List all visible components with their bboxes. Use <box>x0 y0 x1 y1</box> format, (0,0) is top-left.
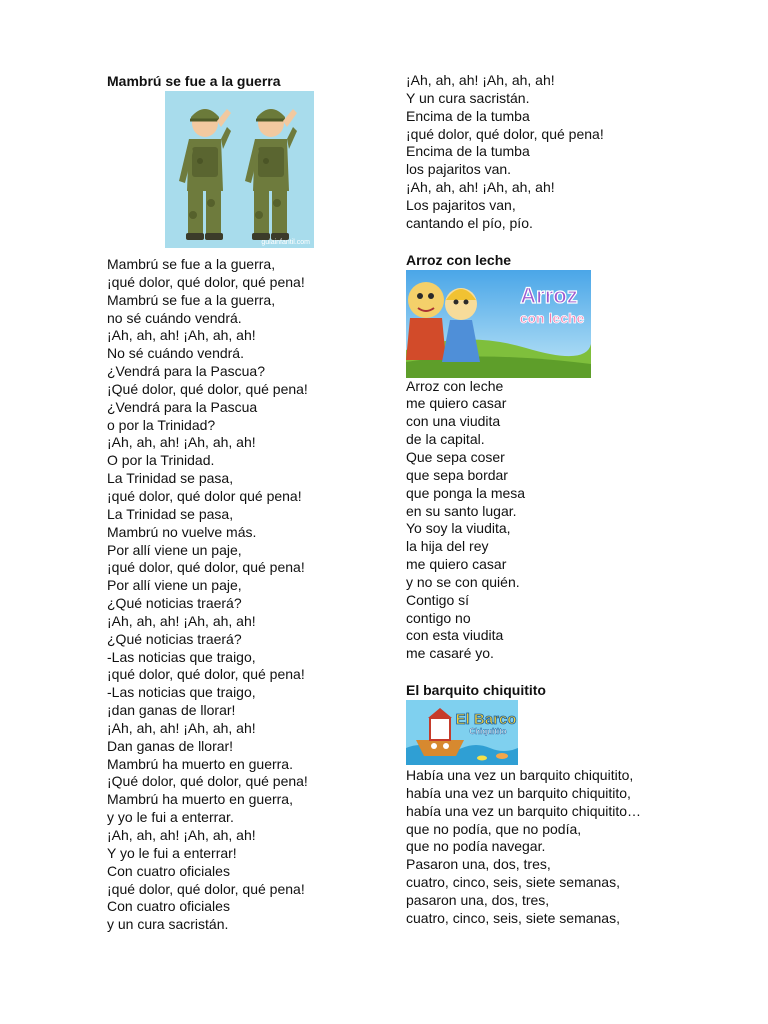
barco-image-text-2: Chiquitito <box>469 727 507 737</box>
lyric-line: Por allí viene un paje, <box>107 577 242 594</box>
lyric-line: Mambrú se fue a la guerra, <box>107 291 276 308</box>
lyric-line: ¿Qué noticias traerá? <box>107 595 242 612</box>
lyric-line: ¡dan ganas de llorar! <box>107 702 236 719</box>
arroz-con-leche-illustration <box>406 270 591 378</box>
arroz-drawing <box>406 270 591 378</box>
lyric-line: Con cuatro oficiales <box>107 862 230 879</box>
song-title-barquito: El barquito chiquitito <box>406 682 546 699</box>
lyric-line: ¡Ah, ah, ah! ¡Ah, ah, ah! <box>107 719 256 736</box>
lyric-line: ¡qué dolor, qué dolor, qué pena! <box>107 273 305 290</box>
lyric-line: No sé cuándo vendrá. <box>107 345 244 362</box>
lyric-line: Mambrú se fue a la guerra, <box>107 256 276 272</box>
lyric-line: ¡Ah, ah, ah! ¡Ah, ah, ah! <box>406 72 555 88</box>
lyric-line: que no podía, que no podía, <box>406 820 582 837</box>
barquito-lyrics <box>406 767 706 928</box>
lyric-line: ¡qué dolor, qué dolor, qué pena! <box>406 125 604 142</box>
arroz-lyrics <box>406 378 706 664</box>
lyric-line: ¡Ah, ah, ah! ¡Ah, ah, ah! <box>107 327 256 344</box>
lyric-line: no sé cuándo vendrá. <box>107 309 242 326</box>
lyric-line: La Trinidad se pasa, <box>107 505 234 522</box>
lyric-line: había una vez un barquito chiquitito… <box>406 802 642 819</box>
lyric-line: Mambrú no vuelve más. <box>107 523 257 540</box>
lyric-line: ¿Vendrá para la Pascua <box>107 398 258 415</box>
lyric-line: en su santo lugar. <box>406 502 517 519</box>
lyric-line: Y yo le fui a enterrar! <box>107 844 237 861</box>
lyric-line: ¡Qué dolor, qué dolor, qué pena! <box>107 380 308 397</box>
lyric-line: La Trinidad se pasa, <box>107 470 234 487</box>
right-column <box>406 72 706 928</box>
lyric-line: con esta viudita <box>406 627 504 644</box>
lyric-line: cuatro, cinco, seis, siete semanas, <box>406 874 620 891</box>
lyric-line: me quiero casar <box>406 556 507 573</box>
lyric-line: y yo le fui a enterrar. <box>107 809 234 826</box>
lyric-line: Mambrú ha muerto en guerra, <box>107 791 293 808</box>
lyric-line: Dan ganas de llorar! <box>107 737 234 754</box>
song-title-arroz: Arroz con leche <box>406 251 512 268</box>
song-title-mambru: Mambrú se fue a la guerra <box>107 73 281 89</box>
lyric-line: ¡Ah, ah, ah! ¡Ah, ah, ah! <box>406 179 555 196</box>
lyric-line: me quiero casar <box>406 395 507 412</box>
lyric-line: Encima de la tumba <box>406 143 530 160</box>
arroz-image-text-1: Arroz <box>520 282 578 308</box>
lyric-line: con una viudita <box>406 413 501 430</box>
lyric-line: Había una vez un barquito chiquitito, <box>406 767 634 784</box>
lyric-line: -Las noticias que traigo, <box>107 648 256 665</box>
lyric-line: contigo no <box>406 609 471 626</box>
lyric-line: ¡Qué dolor, qué dolor, qué pena! <box>107 773 308 790</box>
lyric-line: que sepa bordar <box>406 466 508 483</box>
mambru-lyrics <box>107 256 377 934</box>
lyric-line: cuatro, cinco, seis, siete semanas, <box>406 909 620 926</box>
barco-drawing <box>406 700 518 765</box>
lyric-line: Arroz con leche <box>406 377 504 394</box>
lyric-line: ¡qué dolor, qué dolor qué pena! <box>107 487 302 504</box>
lyric-line: los pajaritos van. <box>406 161 512 178</box>
lyric-line: O por la Trinidad. <box>107 452 215 469</box>
image-credit: guiainfantil.com <box>261 239 310 246</box>
lyric-line: de la capital. <box>406 431 485 448</box>
lyric-line: ¡Ah, ah, ah! ¡Ah, ah, ah! <box>107 827 256 843</box>
lyric-line: ¡Ah, ah, ah! ¡Ah, ah, ah! <box>107 612 256 629</box>
soldiers-drawing <box>165 91 314 248</box>
lyric-line: ¿Vendrá para la Pascua? <box>107 363 265 380</box>
soldiers-illustration <box>165 91 314 248</box>
lyric-line: ¡qué dolor, qué dolor, qué pena! <box>107 666 305 683</box>
lyric-line: Contigo sí <box>406 591 470 608</box>
left-column <box>107 72 377 934</box>
lyric-line: Con cuatro oficiales <box>107 898 230 915</box>
lyric-line: ¿Qué noticias traerá? <box>107 630 242 647</box>
lyric-line: que no podía navegar. <box>406 838 546 855</box>
lyric-line: Que sepa coser <box>406 448 505 465</box>
lyric-line: Por allí viene un paje, <box>107 541 242 558</box>
lyric-line: o por la Trinidad? <box>107 416 216 433</box>
lyric-line: ¡qué dolor, qué dolor, qué pena! <box>107 559 305 576</box>
barquito-illustration <box>406 700 518 765</box>
lyric-line: y un cura sacristán. <box>107 916 229 933</box>
lyric-line: cantando el pío, pío. <box>406 214 533 231</box>
lyric-line: que ponga la mesa <box>406 484 526 501</box>
mambru-lyrics-continued <box>406 72 706 233</box>
lyric-line: la hija del rey <box>406 538 489 555</box>
lyric-line: Yo soy la viudita, <box>406 520 511 537</box>
lyric-line: y no se con quién. <box>406 573 520 590</box>
lyric-line: Encima de la tumba <box>406 107 530 124</box>
lyric-line: pasaron una, dos, tres, <box>406 892 550 908</box>
lyric-line: había una vez un barquito chiquitito, <box>406 784 631 801</box>
lyric-line: ¡qué dolor, qué dolor, qué pena! <box>107 880 305 897</box>
lyric-line: Los pajaritos van, <box>406 196 516 213</box>
lyric-line: Y un cura sacristán. <box>406 89 530 106</box>
lyric-line: ¡Ah, ah, ah! ¡Ah, ah, ah! <box>107 434 256 451</box>
lyric-line: Pasaron una, dos, tres, <box>406 856 551 873</box>
lyric-line: -Las noticias que traigo, <box>107 684 256 701</box>
barco-image-text-1: El Barco <box>455 711 517 729</box>
lyric-line: Mambrú ha muerto en guerra. <box>107 755 293 772</box>
lyric-line: me casaré yo. <box>406 645 494 662</box>
arroz-image-text-2: con leche <box>519 309 585 326</box>
